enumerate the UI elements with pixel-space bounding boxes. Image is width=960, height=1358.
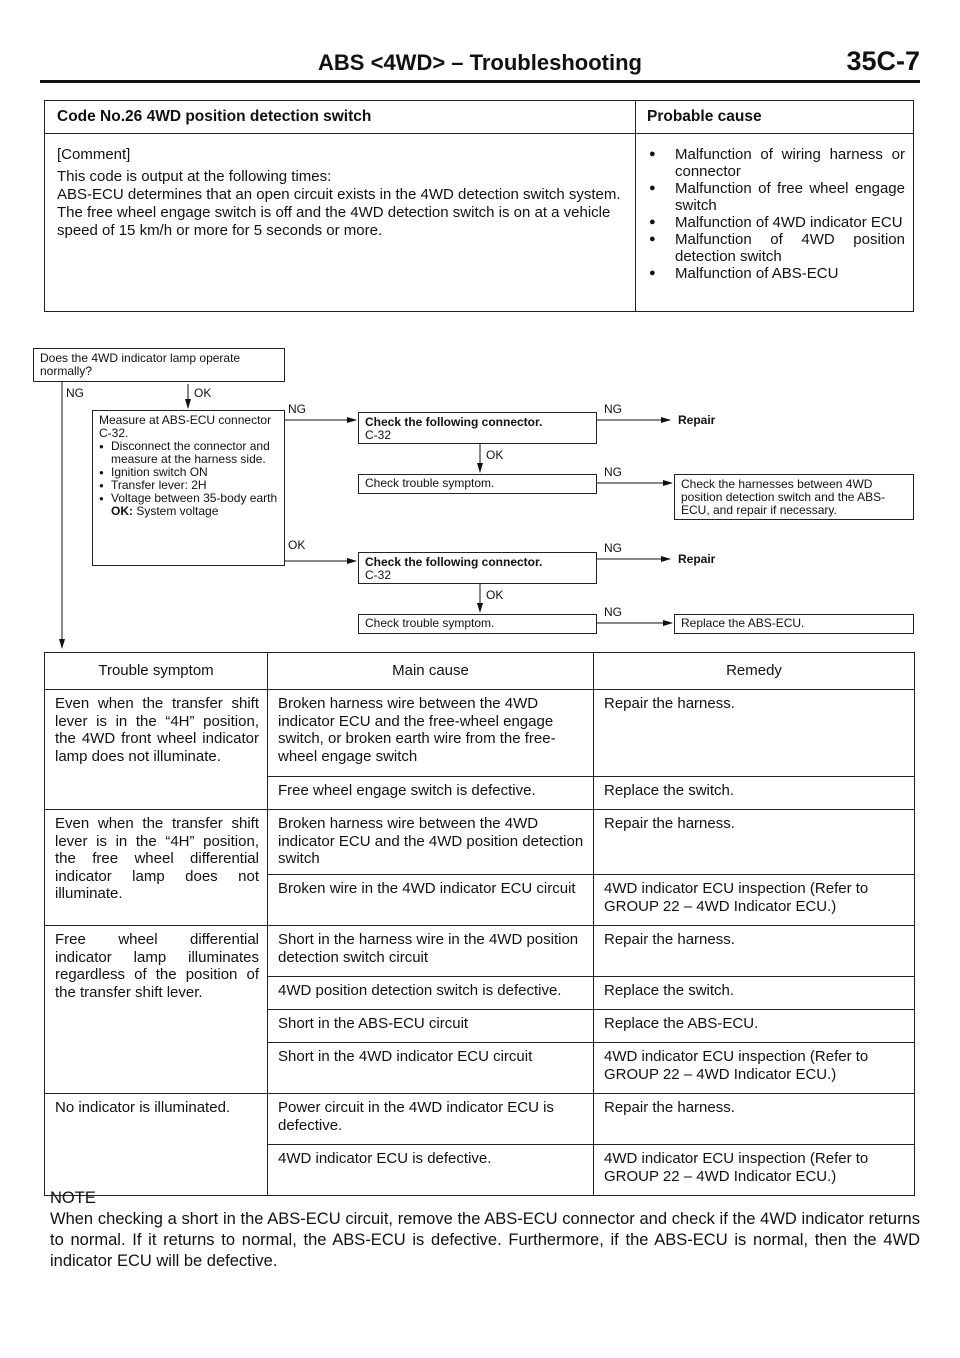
cause-cell: Free wheel engage switch is defective. bbox=[268, 777, 594, 810]
remedy-cell: Repair the harness. bbox=[594, 1094, 915, 1145]
probable-cause-title: Probable cause bbox=[635, 101, 913, 134]
note-text: When checking a short in the ABS-ECU circuit, remove the ABS-ECU connector and check if the 4WD indicator returns to normal. If it returns to normal, the ABS-ECU is defective. Furthermore, if the ABS-ECU is normal, then the 4WD indicator ECU will be defective. bbox=[50, 1210, 920, 1270]
cause-cell: Short in the harness wire in the 4WD position detection switch circuit bbox=[268, 926, 594, 977]
flow-repair-1: Repair bbox=[678, 413, 716, 427]
measure-step: ● Disconnect the connector and measure at the harness side. bbox=[99, 440, 278, 466]
cause-cell: Broken wire in the 4WD indicator ECU circuit bbox=[268, 875, 594, 926]
flow-check-connector-1 bbox=[358, 412, 597, 444]
flow-check-symptom-1: Check trouble symptom. bbox=[358, 474, 597, 494]
cause-cell: Broken harness wire between the 4WD indicator ECU and the free-wheel engage switch, or broken earth wire from the free-wheel engage switch bbox=[268, 690, 594, 777]
note-section bbox=[50, 1188, 920, 1272]
column-header: Remedy bbox=[594, 653, 915, 690]
cause-item: ● Malfunction of 4WD position detection switch bbox=[649, 231, 905, 265]
measure-step: ● Ignition switch ON bbox=[99, 466, 278, 479]
remedy-cell: Repair the harness. bbox=[594, 926, 915, 977]
flow-ng-label: NG bbox=[66, 386, 84, 400]
flow-check-symptom-2: Check trouble symptom. bbox=[358, 614, 597, 634]
flow-ng-label: NG bbox=[604, 465, 622, 479]
flow-start-question: Does the 4WD indicator lamp operate normally? bbox=[33, 348, 285, 382]
column-header: Trouble symptom bbox=[45, 653, 268, 690]
measure-intro: Measure at ABS-ECU connector C-32. bbox=[99, 413, 272, 440]
note-label: NOTE bbox=[50, 1189, 96, 1207]
code-title: Code No.26 4WD position detection switch bbox=[45, 101, 635, 134]
cause-cell: Broken harness wire between the 4WD indicator ECU and the 4WD position detection switch bbox=[268, 810, 594, 875]
flow-check-harness-box: Check the harnesses between 4WD position detection switch and the ABS-ECU, and repair if necessary. bbox=[674, 474, 914, 520]
remedy-cell: 4WD indicator ECU inspection (Refer to GROUP 22 – 4WD Indicator ECU.) bbox=[594, 875, 915, 926]
measure-ok-value: System voltage bbox=[136, 504, 219, 518]
remedy-cell: Replace the ABS-ECU. bbox=[594, 1010, 915, 1043]
flow-ok-label: OK bbox=[288, 538, 306, 552]
cause-cell: Short in the ABS-ECU circuit bbox=[268, 1010, 594, 1043]
flow-ok-label: OK bbox=[486, 588, 504, 602]
page-number: 35C-7 bbox=[846, 46, 920, 76]
check-connector-title: Check the following connector. bbox=[365, 415, 543, 429]
flow-check-connector-2 bbox=[358, 552, 597, 584]
check-connector-title: Check the following connector. bbox=[365, 555, 543, 569]
remedy-cell: Repair the harness. bbox=[594, 810, 915, 875]
cause-item: ● Malfunction of 4WD indicator ECU bbox=[649, 214, 905, 231]
comment-line: This code is output at the following times: bbox=[57, 168, 332, 185]
flow-ng-label: NG bbox=[288, 402, 306, 416]
flow-ng-label: NG bbox=[604, 541, 622, 555]
measure-steps bbox=[99, 440, 278, 505]
check-connector-id: C-32 bbox=[365, 428, 392, 442]
remedy-cell: 4WD indicator ECU inspection (Refer to GROUP 22 – 4WD Indicator ECU.) bbox=[594, 1145, 915, 1196]
table-row bbox=[45, 690, 915, 777]
page-title: ABS <4WD> – Troubleshooting bbox=[318, 50, 642, 75]
cause-item: ● Malfunction of free wheel engage switch bbox=[649, 180, 905, 214]
table-row bbox=[45, 926, 915, 977]
remedy-cell: Replace the switch. bbox=[594, 977, 915, 1010]
flow-ok-label: OK bbox=[194, 386, 212, 400]
flow-ok-label: OK bbox=[486, 448, 504, 462]
cause-cell: Power circuit in the 4WD indicator ECU is defective. bbox=[268, 1094, 594, 1145]
flow-ng-label: NG bbox=[604, 402, 622, 416]
cause-item: ● Malfunction of wiring harness or connector bbox=[649, 146, 905, 180]
symptom-cell: Free wheel differential indicator lamp illuminates regardless of the position of the transfer shift lever. bbox=[45, 926, 268, 1094]
measure-ok-label: OK: bbox=[111, 504, 133, 518]
cause-item: ● Malfunction of ABS-ECU bbox=[649, 265, 905, 282]
remedy-cell: Repair the harness. bbox=[594, 690, 915, 777]
table-row bbox=[45, 1094, 915, 1145]
flow-replace-ecu-box: Replace the ABS-ECU. bbox=[674, 614, 914, 634]
table-row bbox=[45, 810, 915, 875]
column-header: Main cause bbox=[268, 653, 594, 690]
symptom-cell: Even when the transfer shift lever is in the “4H” position, the 4WD front wheel indicator lamp does not illuminate. bbox=[45, 690, 268, 810]
measure-step: ● Voltage between 35-body earth bbox=[99, 492, 278, 505]
flow-measure-box bbox=[92, 410, 285, 566]
check-connector-id: C-32 bbox=[365, 568, 392, 582]
symptom-cell: No indicator is illuminated. bbox=[45, 1094, 268, 1196]
cause-cell: 4WD position detection switch is defective. bbox=[268, 977, 594, 1010]
measure-step: ● Transfer lever: 2H bbox=[99, 479, 278, 492]
table-header-row bbox=[45, 653, 915, 690]
comment-line: ABS-ECU determines that an open circuit exists in the 4WD detection switch system. bbox=[57, 186, 621, 203]
flow-repair-2: Repair bbox=[678, 552, 716, 566]
comment-line: The free wheel engage switch is off and the 4WD detection switch is on at a vehicle speed of 15 km/h or more for 5 seconds or more. bbox=[57, 204, 611, 239]
symptom-cell: Even when the transfer shift lever is in the “4H” position, the free wheel differential indicator lamp does not illuminate. bbox=[45, 810, 268, 926]
cause-cell: Short in the 4WD indicator ECU circuit bbox=[268, 1043, 594, 1094]
remedy-cell: Replace the switch. bbox=[594, 777, 915, 810]
remedy-cell: 4WD indicator ECU inspection (Refer to GROUP 22 – 4WD Indicator ECU.) bbox=[594, 1043, 915, 1094]
trouble-symptom-table bbox=[44, 652, 915, 1196]
flow-ng-label: NG bbox=[604, 605, 622, 619]
comment-label: [Comment] bbox=[57, 146, 131, 163]
cause-cell: 4WD indicator ECU is defective. bbox=[268, 1145, 594, 1196]
